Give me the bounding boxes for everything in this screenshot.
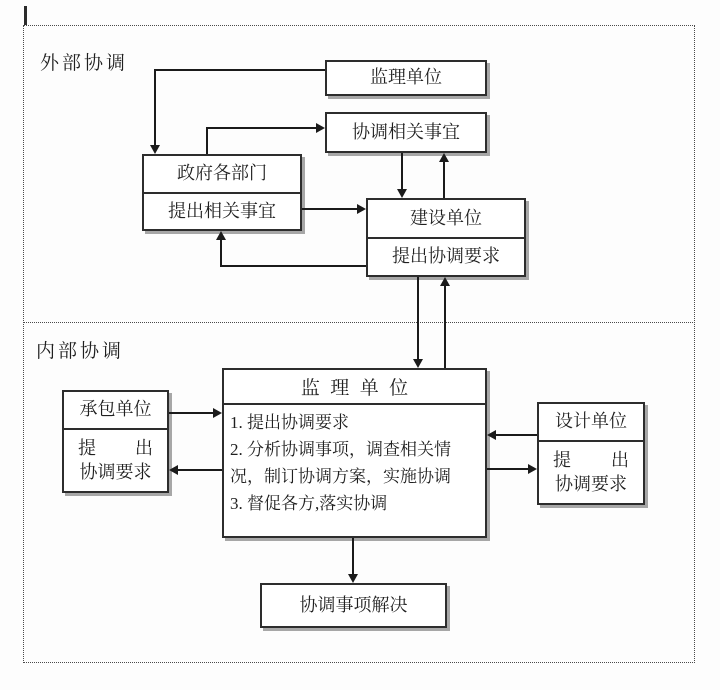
box-title: 建设单位 — [410, 207, 482, 228]
box-coordination-resolved — [260, 583, 447, 628]
arrowhead-right-into-supervision-center — [213, 408, 222, 418]
arrow-supervision-to-resolved — [352, 538, 354, 574]
box-title: 监理单位 — [224, 370, 485, 405]
arrowhead-down-into-resolved — [348, 574, 358, 583]
arrow-construction-to-government-h — [220, 265, 366, 267]
section-divider-dotted-line — [23, 322, 695, 323]
box-title: 政府各部门 — [177, 163, 267, 184]
arrow-supervision-to-government-h — [154, 69, 325, 71]
subtitle-line-2: 协调要求 — [555, 473, 627, 494]
arrow-contractor-to-supervision — [169, 412, 213, 414]
box-subtitle: 提出相关事宜 — [144, 192, 300, 230]
subtitle-line-1: 提出 — [78, 438, 153, 459]
supervision-task-list — [224, 405, 485, 536]
arrowhead-down-into-government — [150, 145, 160, 154]
box-design-unit — [537, 402, 645, 505]
arrowhead-right-into-construction — [357, 204, 366, 214]
task-item-2: 2. 分析协调事项，调查相关情况，制订协调方案，实施协调 — [230, 440, 451, 486]
arrowhead-left-into-supervision-center — [487, 430, 496, 440]
arrow-matters-to-construction — [401, 153, 403, 189]
arrowhead-right-into-matters — [316, 123, 325, 133]
box-title: 协调事项解决 — [299, 594, 408, 615]
box-subtitle — [64, 428, 167, 491]
box-government-departments — [142, 154, 302, 231]
box-construction-unit — [366, 198, 526, 277]
internal-coordination-label: 内部协调 — [36, 341, 125, 362]
arrow-construction-to-government-v — [220, 240, 222, 267]
arrowhead-down-into-construction — [397, 189, 407, 198]
arrow-supervision-to-contractor — [178, 469, 222, 471]
arrow-government-to-matters-h — [206, 127, 316, 129]
box-coordinate-related-matters — [325, 112, 487, 153]
arrowhead-up-into-construction — [440, 277, 450, 286]
arrow-government-to-matters-v — [206, 128, 208, 154]
box-subtitle: 提出协调要求 — [368, 237, 524, 276]
subtitle-line-2: 协调要求 — [79, 461, 152, 482]
task-item-3: 3. 督促各方,落实协调 — [230, 494, 388, 513]
box-title: 承包单位 — [79, 399, 152, 420]
box-supervision-unit-center — [222, 368, 487, 538]
arrow-design-to-supervision — [496, 434, 537, 436]
arrowhead-down-into-supervision-center — [413, 359, 423, 368]
arrow-government-to-construction — [302, 208, 357, 210]
box-contractor-unit — [62, 390, 169, 493]
task-item-1: 1. 提出协调要求 — [230, 413, 349, 432]
box-supervision-unit-top — [325, 60, 487, 96]
arrow-construction-to-matters — [443, 162, 445, 198]
arrowhead-up-into-matters — [439, 153, 449, 162]
arrowhead-left-into-contractor — [169, 465, 178, 475]
arrow-supervision-to-construction — [444, 286, 446, 368]
arrow-supervision-to-design — [487, 468, 528, 470]
page-corner-mark — [24, 6, 27, 25]
subtitle-line-1: 提出 — [553, 450, 629, 471]
arrowhead-up-into-government — [216, 231, 226, 240]
external-coordination-label: 外部协调 — [40, 53, 129, 74]
box-title: 监理单位 — [370, 67, 442, 88]
box-subtitle — [539, 440, 643, 503]
box-title: 设计单位 — [555, 411, 627, 432]
arrow-construction-to-supervision — [417, 277, 419, 359]
arrow-supervision-to-government-v — [154, 69, 156, 145]
arrowhead-right-into-design — [528, 464, 537, 474]
box-title: 协调相关事宜 — [352, 121, 460, 142]
